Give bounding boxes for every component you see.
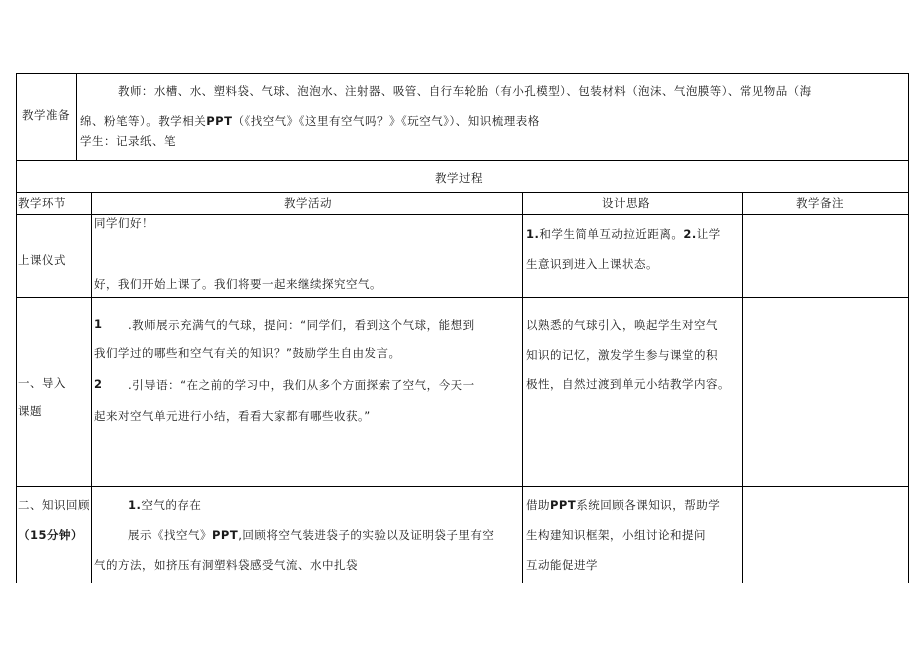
review-design-line1-b: 系统回顾各课知识，帮助学 xyxy=(576,498,721,512)
prep-teacher-ppt: PPT xyxy=(206,114,233,128)
stage-intro-line1: 一、导入 xyxy=(18,376,66,390)
review-heading xyxy=(128,500,201,512)
col-divider-stage xyxy=(91,192,92,583)
ceremony-design-line2: 生意识到进入上课状态。 xyxy=(526,257,658,271)
col-divider-design xyxy=(742,192,743,583)
review-design-line1 xyxy=(526,500,720,512)
header-notes: 教学备注 xyxy=(796,196,844,210)
intro-item1-number: 1 xyxy=(94,317,103,331)
ceremony-design-num1: 1. xyxy=(526,227,540,241)
review-line1 xyxy=(128,530,494,542)
review-line1-a: 展示《找空气》 xyxy=(128,528,212,542)
stage-review-line2: （15分钟） xyxy=(18,528,84,542)
row-divider-headers xyxy=(16,214,909,215)
review-heading-number: 1. xyxy=(128,498,142,512)
row-divider-ceremony xyxy=(16,297,909,298)
review-heading-text: 空气的存在 xyxy=(141,498,202,512)
table-border-right xyxy=(908,73,909,583)
header-design: 设计思路 xyxy=(602,196,650,210)
review-line1-b: ,回顾将空气装进袋子的实验以及证明袋子里有空 xyxy=(238,528,495,542)
prep-label: 教学准备 xyxy=(22,108,70,122)
ceremony-activity-line1: 同学们好！ xyxy=(94,216,154,230)
review-line2: 气的方法，如挤压有洞塑料袋感受气流、水中扎袋 xyxy=(94,558,358,572)
review-design-line2: 生构建知识框架，小组讨论和提问 xyxy=(526,528,706,542)
header-stage: 教学环节 xyxy=(18,196,66,210)
ceremony-design-text-b: 让学 xyxy=(696,227,721,241)
stage-intro-line2: 课题 xyxy=(18,404,42,418)
prep-teacher-line2 xyxy=(80,116,540,128)
lesson-plan-table xyxy=(16,73,909,583)
intro-design-line2: 知识的记忆，激发学生参与课堂的积 xyxy=(526,348,718,362)
table-border-left xyxy=(16,73,17,583)
process-title: 教学过程 xyxy=(435,171,483,185)
review-line1-ppt: PPT xyxy=(212,528,239,542)
ceremony-activity-line2: 好，我们开始上课了。我们将要一起来继续探究空气。 xyxy=(94,277,382,291)
review-design-ppt: PPT xyxy=(550,498,577,512)
intro-item2-line2: 起来对空气单元进行小结，看看大家都有哪些收获。” xyxy=(94,409,371,423)
row-divider-prep xyxy=(16,160,909,161)
ceremony-design-text-a: 和学生简单互动拉近距离。 xyxy=(539,227,684,241)
ceremony-design-line1 xyxy=(526,229,721,241)
intro-item2-number: 2 xyxy=(94,377,103,391)
col-divider-activity xyxy=(522,192,523,583)
row-divider-intro xyxy=(16,486,909,487)
table-border-top xyxy=(16,73,909,74)
prep-teacher-line1: 教师：水槽、水、塑料袋、气球、泡泡水、注射器、吸管、自行车轮胎（有小孔模型）、包装材料（泡沫、气泡膜等）、常见物品（海 xyxy=(118,84,812,98)
col-divider-stage-prep xyxy=(76,73,77,160)
review-design-line1-a: 借助 xyxy=(526,498,550,512)
prep-teacher-line2-b: （《找空气》《这里有空气吗？》《玩空气》）、知识梳理表格 xyxy=(232,114,540,128)
row-divider-process-title xyxy=(16,192,909,193)
intro-item2-line1: .引导语：“在之前的学习中，我们从多个方面探索了空气，今天一 xyxy=(128,378,475,392)
header-activity: 教学活动 xyxy=(284,196,332,210)
intro-design-line1: 以熟悉的气球引入，唤起学生对空气 xyxy=(526,318,718,332)
stage-ceremony: 上课仪式 xyxy=(18,253,66,267)
prep-teacher-line2-a: 绵、粉笔等）。教学相关 xyxy=(80,114,207,128)
prep-student: 学生：记录纸、笔 xyxy=(80,134,176,148)
review-design-line3: 互动能促进学 xyxy=(526,558,598,572)
intro-design-line3: 极性，自然过渡到单元小结教学内容。 xyxy=(526,377,730,391)
intro-item1-line2: 我们学过的哪些和空气有关的知识？”鼓励学生自由发言。 xyxy=(94,346,401,360)
stage-review-line1: 二、知识回顾 xyxy=(18,498,90,512)
ceremony-design-num2: 2. xyxy=(683,227,697,241)
intro-item1-line1: .教师展示充满气的气球，提问：“同学们，看到这个气球，能想到 xyxy=(128,318,475,332)
